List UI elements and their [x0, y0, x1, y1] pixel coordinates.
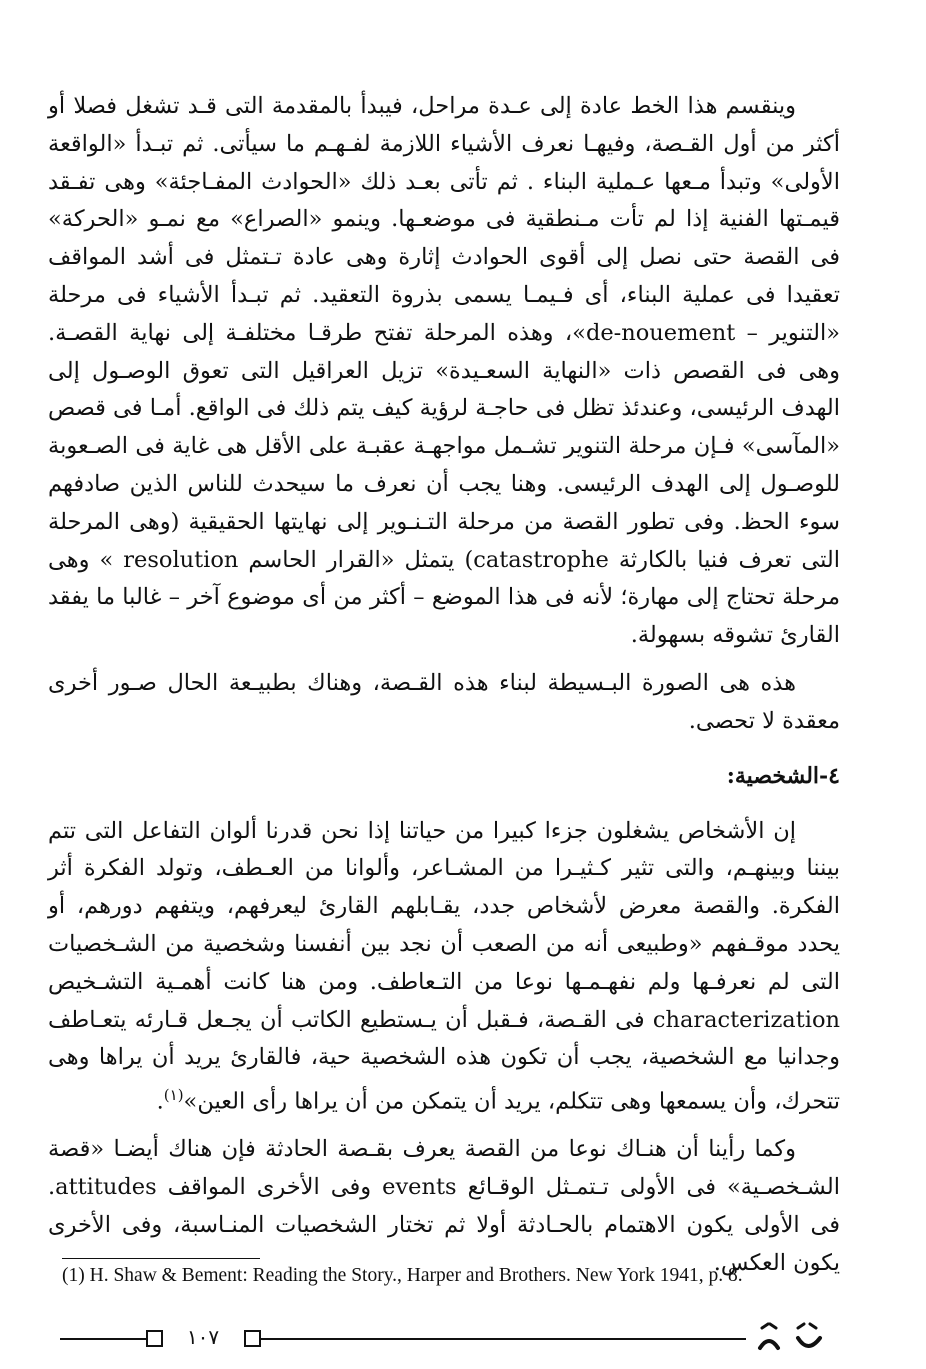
paragraph-characters-text: إن الأشخاص يشغلون جزءا كبيرا من حياتنا إذا نحن قدرنا ألوان التفاعل التى تتم بيننا وبينهـم، والتى تثير كـثيـرا من المشـاعر، وألوانا من العـطف، وتولد الفكرة أثر الفكرة. والقصة معرض لأشخاص جدد، يقـابلهم القارئ ليعرفهم، ويتفهم دورهم، أو يحدد موقـفهم «وطبيعى أنه من الصعب أن نجد بين أنفسنا وشخصية من الشـخصيات التى لم نعرفـها ولم نفهـمـها نوعا من التـعاطف. ومن هنا كانت أهمـية التشـخيص characterization فى القـصة، فـقبل أن يـستطيع الكاتب أن يجـعل قـارئه يتعـاطف وجدانيا مع الشخصية، يجب أن تكون هذه الشخصية حية، فالقارئ يريد أن يراها وهى تتحرك، وأن يسمعها وهى تتكلم، يريد أن يتمكن من أن يراها رأى العين» [48, 817, 840, 1115]
footnote-reference: (١) [163, 1086, 184, 1105]
paragraph-character-story: وكما رأينا أن هنـاك نوعا من القصة يعرف بقـصة الحادثة فإن هناك أيضـا «قصة الشـخصـية» فى الأولى تـتمـثل الوقـائع events وفى الأخرى المواقف attitudes. فى الأولى يكون الاهتمام بالحـادثة أولا ثم تختار الشخصيات المنـاسبة، وفى الأخرى يكون العكس. [48, 1136, 840, 1276]
page-footer [56, 1320, 846, 1356]
paragraph-plot-stages: وينقسم هذا الخط عادة إلى عـدة مراحل، فيبدأ بالمقدمة التى قـد تشغل فصلا أو أكثر من أول القـصة، وفيهـا نعرف الأشياء اللازمة لفـهـم ما سيأتى. ثم تبـدأ «الواقعة الأولى» وتبدأ مـعها عـملية البناء . ثم تأتى بعـد ذلك «الحوادث المفـاجئة» وهى تفـقد قيمـتها الفنية إذا لم تأت مـنطقية فى موضعـها. وينمو «الصراع» مع نمـو «الحركة» فى القصة حتى نصل إلى أقوى الحوادث إثارة وهى عادة تـتمثل فى أشد المواقف تعقيدا فى عملية البناء، أى فـيمـا يسمى بذروة التعقيد. ثم تبـدأ الأشياء فى مرحلة «التنوير – de-nouement»، وهذه المرحلة تفتح طرقـا مختلفـة إلى نهاية القصـة. وهى فى القصص ذات «النهاية السعـيدة» تزيل العراقيل التى تعوق الوصـول إلى الهدف الرئيسى، وعندئذ تظل فى حاجـة لرؤية كيف يتم ذلك فى الواقع. أمـا فى قصص «المآسى» فـإن مرحلة التنوير تشـمل مواجهـة عقبـة على الأقل هى غاية فى الصـعوبة للوصـول إلى الهدف الرئيسى. وهنا يجب أن نعرف ما سيحدث للناس الذين صادفهم سوء الحظ. وفى تطور القصة من مرحلة التـنـوير إلى نهايتها الحقيقية (وهى المرحلة التى تعرف فنيا بالكارثة catastrophe) يتمثل «القرار الحاسم resolution » وهى مرحلة تحتاج إلى مهارة؛ لأنه فى هذا الموضع – أكثر من أى موضوع آخر – غالبا ما يفقد القارئ تشوقه بسهولة. [48, 93, 840, 649]
footnote: (1) H. Shaw & Bement: Reading the Story., Harper and Brothers. New York 1941, p. 8. [62, 1265, 743, 1286]
footer-square-left [146, 1330, 163, 1347]
footer-square-right [244, 1330, 261, 1347]
section-heading: ٤-الشخصية: [726, 762, 840, 789]
paragraph-plot-summary: هذه هى الصورة البـسيطة لبناء هذه القـصة، وهناك بطبيـعة الحال صـور أخرى معقدة لا تحصى. [48, 669, 840, 734]
page-number: ١٠٧ [186, 1325, 220, 1349]
body-text [48, 88, 840, 1283]
paragraph-characters: إن الأشخاص يشغلون جزءا كبيرا من حياتنا إذا نحن قدرنا ألوان التفاعل التى تتم بيننا وبينهـم، والتى تثير كـثيـرا من المشـاعر، وألوانا من العـطف، وتولد الفكرة أثر الفكرة. والقصة معرض لأشخاص جدد، يقـابلهم القارئ ليعرفهم، ويتفهم دورهم، أو يحدد موقـفهم «وطبيعى أنه من الصعب أن نجد بين أنفسنا وشخصية من الشـخصيات التى لم نعرفـها ولم نفهـمـها نوعا من التـعاطف. ومن هنا كانت أهمـية التشـخيص characterization فى القـصة، فـقبل أن يـستطيع الكاتب أن يجـعل قـارئه يتعـاطف وجدانيا مع الشخصية، يجب أن تكون هذه الشخصية حية، فالقارئ يريد أن يراها وهى تتحرك، وأن يسمعها وهى تتكلم، يريد أن يتمكن من أن يراها رأى العين»$^{(١)}$. [48, 817, 840, 1115]
publisher-logo [754, 1320, 834, 1356]
footer-rule-right [261, 1338, 746, 1340]
footnote-separator [62, 1258, 260, 1259]
footer-rule-left [60, 1338, 146, 1340]
